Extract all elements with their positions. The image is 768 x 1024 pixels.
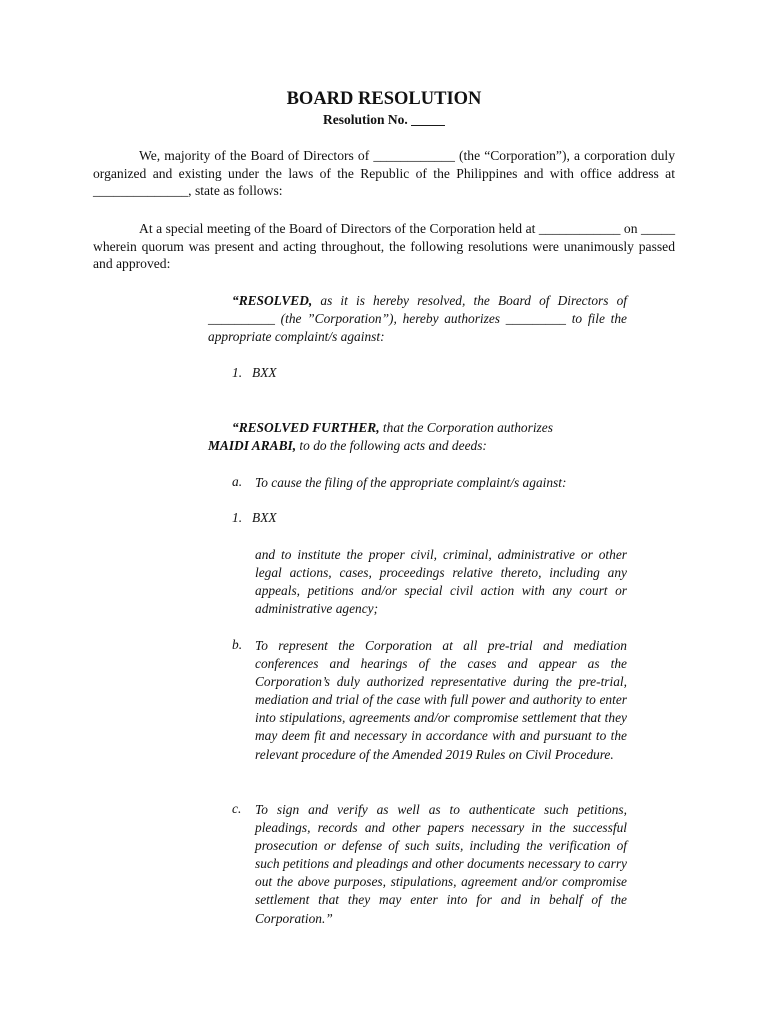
list-item: [232, 510, 277, 526]
list-item: [232, 365, 277, 381]
meeting-paragraph: [93, 220, 675, 273]
resolved-text: as it is hereby resolved, the Board of Directors of __________ (the ”Corporation”), hereby authorizes _________ to file the appropriate complaint/s against:: [208, 293, 627, 344]
item-a-text: To cause the filing of the appropriate complaint/s against:: [255, 475, 567, 490]
list-value: BXX: [252, 365, 277, 380]
item-b-text: To represent the Corporation at all pre-trial and mediation conferences and hearings of the cases and appear as the Corporation’s duly authorized representative during the pre-trial, mediation and trial of the case with full power and authority to enter into stipulations, agreements and/or compromise settlement that they may deem fit and necessary in accordance with and pursuant to the relevant procedure of the Amended 2019 Rules on Civil Procedure.: [255, 638, 627, 762]
resolved-further-text-end: to do the following acts and deeds:: [296, 438, 487, 453]
item-a-continued: and to institute the proper civil, criminal, administrative or other legal actions, cases, proceedings relative thereto, including any appeals, petitions and/or special civil action with any court or administrative agency;: [255, 547, 627, 617]
resolved-paragraph: [208, 292, 627, 346]
document-title: BOARD RESOLUTION: [286, 89, 482, 109]
item-c-text: To sign and verify as well as to authenticate such petitions, pleadings, records and other papers necessary in the successful prosecution or defense of such suits, including the verification of such petitions and pleadings and other documents necessary to carry out the above purposes, stipulations, agreement and/or compromise settlement that they may enter into for and in behalf of the Corporation.”: [255, 802, 627, 926]
item-c-marker: c.: [232, 801, 242, 816]
authorized-person-name: MAIDI ARABI,: [208, 438, 297, 453]
resolved-further-lead: “RESOLVED FURTHER,: [232, 420, 380, 435]
item-b-marker: b.: [232, 637, 243, 652]
list-value: BXX: [252, 510, 277, 525]
list-number: 1.: [232, 365, 243, 380]
resolved-lead: “RESOLVED,: [232, 293, 313, 308]
intro-text: We, majority of the Board of Directors of ____________ (the “Corporation”), a corporation duly organized and existing under the laws of the Republic of the Philippines and with office address at ______________, state as follows:: [93, 148, 675, 199]
intro-paragraph: [93, 147, 675, 200]
item-a-marker: a.: [232, 474, 243, 489]
meeting-text: At a special meeting of the Board of Directors of the Corporation held at ____________ on _____ wherein quorum was present and acting throughout, the following resolutions were unanimously passed and approved:: [93, 221, 675, 272]
resolved-further-paragraph: [208, 419, 627, 455]
resolution-number: Resolution No. _____: [323, 112, 445, 127]
resolved-further-text: that the Corporation authorizes: [379, 420, 553, 435]
list-number: 1.: [232, 510, 243, 525]
